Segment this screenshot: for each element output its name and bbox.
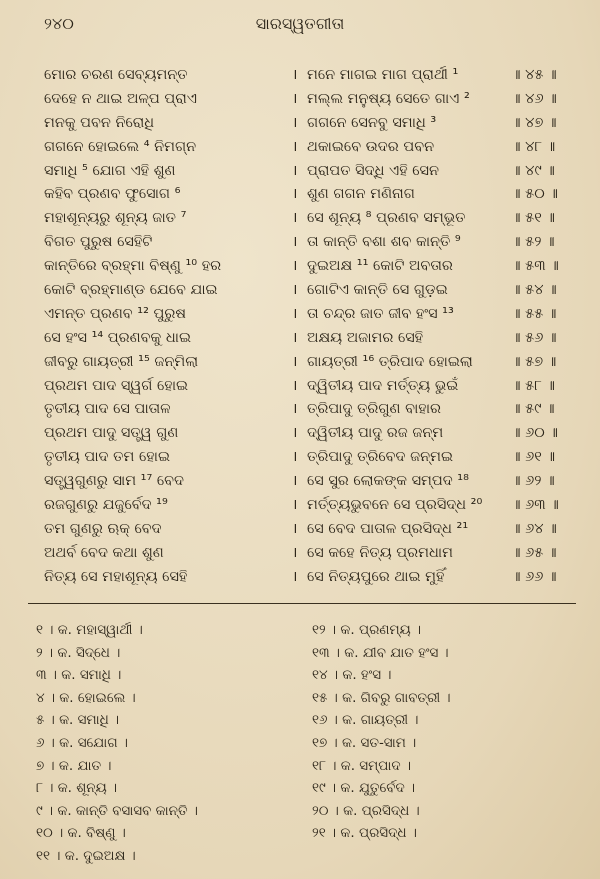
- verse-first-half: ତୃତୀୟ ପାଦ ସେ ପାତାଳ: [44, 401, 171, 418]
- verse-number: ॥ ୪୮ ॥: [512, 138, 556, 155]
- verse-block: [0, 64, 600, 590]
- verse-separator: ।: [292, 210, 298, 227]
- verse-separator: ।: [292, 473, 298, 490]
- footnote-item: ୧୭ । କ. ସତ-ସାମ ।: [312, 735, 417, 751]
- verse-first-half: ଜୀବରୁ ଗାୟତ୍ରୀ ¹⁵ ଜନ୍ମିଲା: [44, 353, 199, 370]
- verse-number: ॥ ୪୫ ॥: [512, 67, 557, 83]
- verse-second-half: ଥକାଇବେ ଉଦର ପବନ: [307, 138, 435, 155]
- verse-second-half: ସେ ବେଦ ପାତାଳ ପ୍ରସିଦ୍ଧ ²¹: [307, 520, 469, 537]
- verse-line: [0, 255, 600, 279]
- verse-second-half: ଦ୍ୱିତୀୟ ପାଦ ମର୍ତ୍ତ୍ୟ ଭୁଇଁ: [307, 377, 459, 394]
- page-header: [0, 14, 600, 40]
- verse-separator: ।: [292, 305, 298, 322]
- verse-first-half: ବିଗତ ପୁରୁଷ ସେହିଟି: [44, 234, 153, 251]
- footnote-divider: [28, 603, 576, 604]
- verse-second-half: ସେ ସୁର ଲୋକଙ୍କ ସମ୍ପଦ ¹⁸: [307, 473, 469, 490]
- footnote-item: ୨୦ । କ. ପ୍ରସିଦ୍ଧ ।: [312, 802, 420, 819]
- verse-separator: ।: [292, 67, 298, 83]
- footnote-item: ୮ । କ. ଶୂନ୍ୟ ।: [36, 780, 118, 797]
- verse-first-half: କୋଟି ବ୍ରହ୍ମାଣ୍ଡ ଯେବେ ଯାଇ: [44, 282, 218, 299]
- verse-number: ॥ ୬୧ ॥: [512, 449, 556, 466]
- verse-second-half: ଅକ୍ଷୟ ଅଜାମର ସେହି: [307, 329, 424, 346]
- verse-first-half: ପ୍ରଥମ ପାଦ ସ୍ୱର୍ଗ ହୋଇ: [44, 377, 189, 394]
- verse-line: [0, 398, 600, 422]
- verse-line: [0, 183, 600, 207]
- footnote-item: ୧୪ । କ. ହଂସ ।: [312, 667, 392, 684]
- footnote-item: ୬ । କ. ସଯୋଗ ।: [36, 735, 128, 751]
- verse-number: ॥ ୫୧ ॥: [512, 210, 555, 227]
- footnote-item: ୧ । କ. ମହାସ୍ୱାର୍ଥୀ ।: [36, 622, 143, 638]
- verse-number: ॥ ୫୫ ॥: [512, 305, 557, 322]
- verse-second-half: ଗାୟତ୍ରୀ ¹⁶ ତ୍ରିପାଦ ହୋଇଲା: [307, 353, 473, 370]
- verse-separator: ।: [292, 114, 298, 131]
- running-title: ସାରସ୍ୱତଗୀତା: [255, 14, 345, 33]
- footnote-item: ୯ । କ. କାନ୍ତି ବସାସବ କାନ୍ତି ।: [36, 802, 198, 819]
- verse-separator: ।: [292, 377, 298, 394]
- verse-first-half: ମହାଶୂନ୍ୟରୁ ଶୂନ୍ୟ ଜାତ ⁷: [44, 210, 187, 227]
- verse-number: ॥ ୫୦ ॥: [512, 186, 558, 203]
- verse-separator: ।: [292, 353, 298, 370]
- footnote-item: ୧୩ । କ. ଯୀବ ଯାତ ହଂସ ।: [312, 644, 449, 661]
- footnote-item: ୧୯ । କ. ଯୁତୁର୍ବେଦ ।: [312, 780, 416, 797]
- verse-line: [0, 542, 600, 566]
- verse-number: ॥ ୬୨ ॥: [512, 473, 555, 490]
- verse-separator: ।: [292, 449, 298, 466]
- verse-line: [0, 64, 600, 88]
- footnote-item: ୧୧ । କ. ଦୁଇଅକ୍ଷ ।: [36, 848, 136, 864]
- verse-first-half: ତୃତୀୟ ପାଦ ତମ ହୋଇ: [44, 449, 171, 466]
- verse-first-half: ଦେହେ ନ ଥାଇ ଅଳ୍ପ ପ୍ରାଏ: [44, 90, 197, 107]
- verse-second-half: ତା କାନ୍ତି ବଶା ଶବ କାନ୍ତି ⁹: [307, 234, 461, 251]
- verse-number: ॥ ୫୮ ॥: [512, 377, 555, 394]
- verse-second-half: ତ୍ରିପାଦୁ ତ୍ରିଗୁଣ ବାହାର: [307, 401, 442, 418]
- verse-second-half: ମର୍ତ୍ତ୍ୟଭୁବନେ ସେ ପ୍ରସିଦ୍ଧ ²⁰: [307, 497, 483, 514]
- verse-second-half: ସେ କହେ ନିତ୍ୟ ପ୍ରମଧାମ: [307, 544, 453, 561]
- verse-separator: ।: [292, 90, 298, 107]
- verse-first-half: ମନକୁ ପବନ ନିରୋଧି: [44, 114, 155, 131]
- verse-number: ॥ ୪୬ ॥: [512, 90, 557, 107]
- verse-line: [0, 207, 600, 231]
- verse-separator: ।: [292, 234, 298, 251]
- verse-second-half: ଦ୍ୱିତୀୟ ପାଦୁ ରଜ ଜନ୍ମ: [307, 425, 444, 442]
- footnote-item: ୧୫ । କ. ଗିବରୁ ଗାବତ୍ରୀ ।: [312, 689, 451, 706]
- verse-separator: ।: [292, 329, 298, 346]
- verse-separator: ।: [292, 520, 298, 537]
- verse-separator: ।: [292, 258, 298, 275]
- verse-first-half: ତମ ଗୁଣରୁ ଋକ୍ ବେଦ: [44, 520, 162, 537]
- verse-number: ॥ ୫୬ ॥: [512, 329, 557, 346]
- verse-separator: ।: [292, 497, 298, 514]
- verse-line: [0, 279, 600, 303]
- verse-second-half: ଗଗନେ ସେନବୁ ସମାଧି ³: [307, 114, 437, 131]
- verse-first-half: ସେ ହଂସ ¹⁴ ପ୍ରଣବକୁ ଧାଇ: [44, 329, 192, 346]
- verse-number: ॥ ୫୭ ॥: [512, 353, 557, 370]
- verse-line: [0, 422, 600, 446]
- verse-first-half: ରଜଗୁଣରୁ ଯଜୁର୍ବେଦ ¹⁹: [44, 497, 168, 514]
- verse-separator: ।: [292, 425, 298, 442]
- verse-first-half: କାନ୍ତିରେ ବ୍ରହ୍ମା ବିଷ୍ଣୁ ¹⁰ ହର: [44, 258, 222, 275]
- verse-number: ॥ ୫୩ ॥: [512, 258, 559, 275]
- verse-second-half: ଗୋଟିଏ କାନ୍ତି ସେ ଗୁଡ଼ଇ: [307, 282, 448, 299]
- verse-separator: ।: [292, 401, 298, 418]
- verse-number: ॥ ୫୨ ॥: [512, 234, 555, 251]
- verse-line: [0, 327, 600, 351]
- verse-separator: ।: [292, 186, 298, 203]
- verse-line: [0, 160, 600, 184]
- footnote-item: ୧୦ । କ. ବିଷ୍ଣୁ ।: [36, 825, 126, 842]
- footnote-item: ୭ । କ. ଯାତ ।: [36, 757, 112, 774]
- verse-second-half: ସେ ଶୂନ୍ୟ ⁸ ପ୍ରଣବ ସମ୍ଭୂତ: [307, 210, 466, 227]
- verse-line: [0, 470, 600, 494]
- verse-first-half: ଏମନ୍ତ ପ୍ରଣବ ¹² ପୁରୁଷ: [44, 305, 187, 322]
- verse-number: ॥ ୫୯ ॥: [512, 401, 555, 418]
- footnote-item: ୨୧ । କ. ପ୍ରସିଦ୍ଧ ।: [312, 825, 417, 842]
- verse-separator: ।: [292, 162, 298, 179]
- footnote-item: ୨ । କ. ସିଦ୍ଧେ ।: [36, 644, 121, 661]
- verse-number: ॥ ୫୪ ॥: [512, 282, 557, 299]
- verse-second-half: ମନେ ମାଗଇ ମାଗ ପ୍ରାର୍ଥୀ ¹: [307, 67, 459, 83]
- verse-first-half: ମୋର ଚରଣ ସେବ୍ୟମନ୍ତ: [44, 67, 188, 83]
- verse-number: ॥ ୬୫ ॥: [512, 544, 557, 561]
- verse-line: [0, 375, 600, 399]
- verse-number: ॥ ୪୭ ॥: [512, 114, 557, 131]
- verse-first-half: ସତ୍ତ୍ୱଗୁଣରୁ ସାମ ¹⁷ ବେଦ: [44, 473, 185, 490]
- verse-number: ॥ ୬୩ ॥: [512, 497, 559, 514]
- verse-first-half: ପ୍ରଥମ ପାଦୁ ସତ୍ତ୍ୱ ଗୁଣ: [44, 425, 179, 442]
- verse-first-half: ଗଗନେ ହୋଇଲେ ⁴ ନିମଗ୍ନ: [44, 138, 197, 155]
- verse-separator: ।: [292, 544, 298, 561]
- footnote-item: ୪ । କ. ହୋଇଲେ ।: [36, 689, 136, 706]
- verse-number: ॥ ୪୯ ॥: [512, 162, 555, 179]
- verse-line: [0, 303, 600, 327]
- footnote-item: ୧୮ । କ. ସମ୍ପାଦ ।: [312, 757, 412, 774]
- verse-line: [0, 494, 600, 518]
- verse-second-half: ସେ ନିତ୍ୟପୁରେ ଥାଇ ମୁହିଁ: [307, 568, 445, 585]
- verse-first-half: ସମାଧି ⁵ ଯୋଗ ଏହି ଶୁଣ: [44, 162, 176, 179]
- verse-first-half: ଅଥର୍ବ ବେଦ କଥା ଶୁଣ: [44, 544, 164, 561]
- verse-number: ॥ ୬୦ ॥: [512, 425, 558, 442]
- verse-line: [0, 231, 600, 255]
- footnote-item: ୩ । କ. ସମାଧି ।: [36, 667, 122, 684]
- verse-second-half: ମଲ୍ଲ ମନୁଷ୍ୟ ସେତେ ଗାଏ ²: [307, 90, 470, 107]
- footnote-item: ୧୬ । କ. ଗାୟତ୍ରୀ ।: [312, 712, 419, 729]
- footnote-item: ୫ । କ. ସମାଧି ।: [36, 712, 120, 729]
- verse-line: [0, 351, 600, 375]
- verse-first-half: ନିତ୍ୟ ସେ ମହାଶୂନ୍ୟ ସେହି: [44, 568, 188, 585]
- verse-second-half: ତା ଚନ୍ଦ୍ର ଜାତ ଜୀବ ହଂସ ¹³: [307, 305, 454, 322]
- verse-second-half: ଦୁଇଅକ୍ଷ ¹¹ କୋଟି ଅବତାର: [307, 258, 453, 275]
- verse-line: [0, 446, 600, 470]
- verse-line: [0, 518, 600, 542]
- verse-second-half: ତ୍ରିପାଦୁ ତ୍ରିବେଦ ଜନ୍ମଇ: [307, 449, 454, 466]
- verse-line: [0, 112, 600, 136]
- verse-first-half: କହିବ ପ୍ରଣବ ଫୁସୋଗ ⁶: [44, 186, 181, 203]
- page-number: ୨୪୦: [44, 14, 74, 33]
- verse-second-half: ଶୁଣ ଗଗନ ମଣିନାଗ: [307, 186, 415, 203]
- verse-separator: ।: [292, 568, 298, 585]
- verse-separator: ।: [292, 138, 298, 155]
- footnote-item: ୧୨ । କ. ପ୍ରଣମ୍ୟ ।: [312, 622, 422, 638]
- verse-line: [0, 136, 600, 160]
- verse-line: [0, 88, 600, 112]
- verse-separator: ।: [292, 282, 298, 299]
- verse-line: [0, 566, 600, 590]
- verse-second-half: ପ୍ରାପତ ସିଦ୍ଧି ଏହି ସେନ: [307, 162, 439, 179]
- verse-number: ॥ ୬୬ ॥: [512, 568, 557, 585]
- verse-number: ॥ ୬୪ ॥: [512, 520, 557, 537]
